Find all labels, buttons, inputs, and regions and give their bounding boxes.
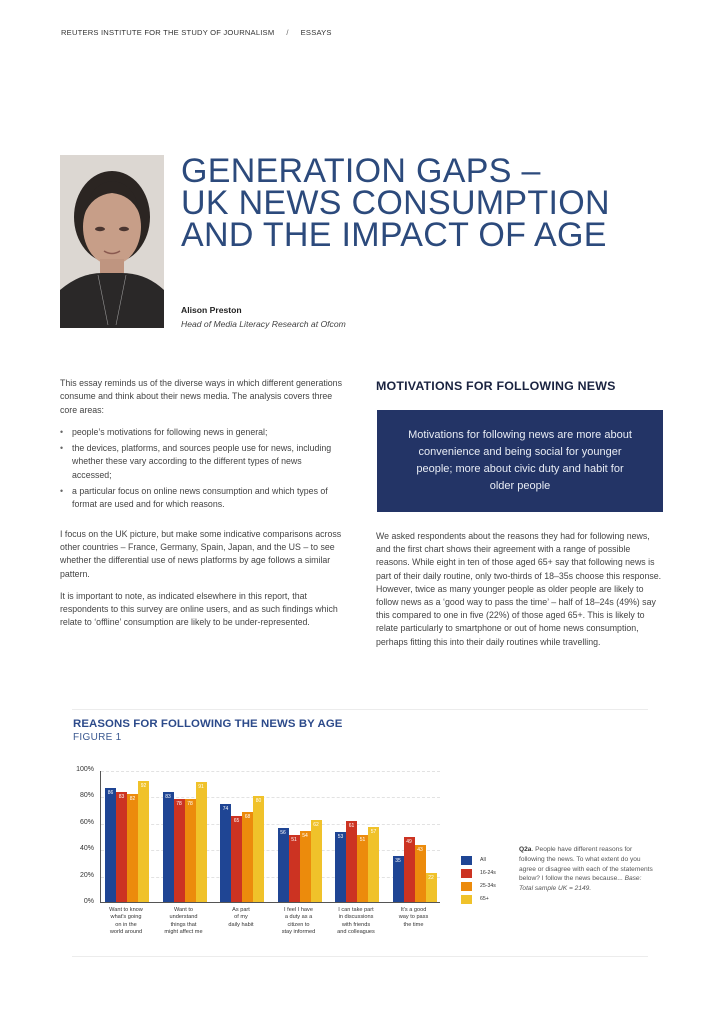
bar: [116, 792, 127, 902]
bar-group: [393, 771, 437, 902]
gridline: [101, 771, 440, 772]
bar: [368, 827, 379, 902]
bar: [174, 799, 185, 902]
bar: [163, 792, 174, 902]
legend-swatch: [461, 895, 472, 904]
legend-item: [461, 881, 496, 891]
legend-item: [461, 855, 496, 865]
list-item: • a particular focus on online news consumption and which types of format are used and for which reasons.: [60, 485, 343, 512]
bar: [278, 828, 289, 902]
legend-swatch: [461, 882, 472, 891]
legend-item: [461, 868, 496, 878]
legend-label: 16-24s: [480, 870, 496, 876]
bar: [196, 782, 207, 902]
bar-group: [335, 771, 379, 902]
author-role: Head of Media Literacy Research at Ofcom: [181, 319, 346, 329]
author-name: Alison Preston: [181, 305, 242, 315]
bar-value-label: 82: [129, 795, 136, 802]
plot-area: [100, 771, 440, 903]
list-item: • people’s motivations for following news in general;: [60, 426, 343, 439]
bar-group: [278, 771, 322, 902]
section-name: ESSAYS: [300, 28, 332, 37]
bar: [231, 816, 242, 902]
bar-value-label: 65: [233, 818, 240, 825]
bar: [415, 845, 426, 902]
bar-value-label: 51: [359, 836, 366, 843]
bar: [404, 837, 415, 902]
bar-value-label: 78: [187, 801, 193, 808]
bar-value-label: 68: [244, 814, 251, 821]
legend-label: 25-34s: [480, 883, 496, 889]
author-portrait: [60, 155, 164, 328]
bar: [357, 835, 368, 902]
legend-label: All: [480, 857, 486, 863]
bar: [185, 799, 196, 902]
bar: [426, 873, 437, 902]
gridline: [101, 850, 440, 851]
y-axis-tick: 100%: [76, 766, 94, 773]
pull-quote-callout: [377, 410, 663, 512]
list-item: • the devices, platforms, and sources people use for news, including whether these vary according to the different types of news accessed;: [60, 442, 343, 482]
bar: [242, 812, 253, 902]
bar-value-label: 91: [198, 783, 204, 790]
section-heading: MOTIVATIONS FOR FOLLOWING NEWS: [376, 379, 616, 393]
bar: [127, 794, 138, 902]
bar-value-label: 83: [165, 794, 171, 801]
bar-value-label: 43: [417, 847, 423, 854]
figure-label: FIGURE 1: [73, 732, 122, 743]
bar-chart: [70, 766, 450, 941]
title-line-1: GENERATION GAPS –: [181, 152, 541, 190]
figure-note: [519, 845, 653, 894]
legend-swatch: [461, 856, 472, 865]
bar: [289, 835, 300, 902]
portrait-image: [60, 155, 164, 328]
left-column: [60, 377, 343, 639]
title-line-2: UK NEWS CONSUMPTION: [181, 184, 610, 222]
title-line-3: AND THE IMPACT OF AGE: [181, 216, 607, 254]
publisher-name: REUTERS INSTITUTE FOR THE STUDY OF JOURNALISM: [61, 28, 275, 37]
legend-label: 65+: [480, 896, 489, 902]
gridline: [101, 877, 440, 878]
figure-bottom-divider: [72, 956, 648, 957]
bar: [346, 821, 357, 902]
legend-item: [461, 894, 496, 904]
bar-group: [105, 771, 149, 902]
bar-value-label: 53: [337, 834, 344, 841]
x-axis-category-label: Want to understand things that might affect me: [164, 907, 203, 936]
bar-value-label: 80: [255, 798, 262, 805]
bar-value-label: 57: [370, 828, 377, 835]
x-axis-category-label: As part of my daily habit: [228, 907, 254, 928]
bar-value-label: 35: [395, 857, 401, 864]
bar-value-label: 22: [428, 874, 434, 881]
bar: [335, 832, 346, 902]
bar: [220, 804, 231, 902]
bar-group: [220, 771, 264, 902]
bar: [253, 796, 264, 902]
gridline: [101, 797, 440, 798]
bar-value-label: 78: [176, 801, 182, 808]
bar-value-label: 92: [140, 782, 147, 789]
figure-top-divider: [72, 709, 648, 710]
section-body: We asked respondents about the reasons they had for following news, and the first chart shows their agreement with a range of possible reasons. While eight in ten of those aged 65+ say that following news is part of their daily routine, only two-thirds of 18–35s choose this response. However, twice as many younger people as older people are likely to follow news as a ‘good way to pass the time’ – half of 18–24s (49%) say this compared to one in five (22%) of those aged 65+. This is likely to relate particularly to smartphone or out of home news consumption, perhaps fitting this into their daily routines while travelling.: [376, 531, 662, 647]
note-question-id: Q2a: [519, 846, 532, 853]
bar: [300, 831, 311, 902]
core-areas-list: [60, 426, 343, 512]
breadcrumb-separator: /: [286, 28, 289, 37]
y-axis-tick: 40%: [79, 845, 94, 853]
y-axis-tick: 60%: [79, 818, 94, 826]
chart-legend: [461, 855, 496, 907]
y-axis-tick: 80%: [79, 792, 94, 800]
running-head: [61, 28, 332, 37]
bar-value-label: 62: [313, 822, 319, 829]
bar: [311, 820, 322, 902]
y-axis-tick: 20%: [79, 871, 94, 879]
y-axis-tick: 0%: [83, 898, 94, 905]
bar-value-label: 49: [406, 839, 412, 846]
x-axis-category-label: It's a good way to pass the time: [398, 907, 429, 928]
bar-value-label: 74: [222, 806, 229, 813]
bar-value-label: 86: [107, 790, 114, 797]
bar: [393, 856, 404, 902]
note-text: . People have different reasons for following the news. To what extent do you agree or disagree with each of the statements below? I follow the news because...: [519, 846, 653, 883]
bar-value-label: 61: [348, 823, 355, 830]
x-axis-category-label: I can take part in discussions with friends and colleagues: [337, 907, 375, 936]
body-paragraph-3: It is important to note, as indicated elsewhere in this report, that respondents to this survey are online users, and as such findings which relate to ‘offline’ consumption are likely to be under-represented.: [60, 590, 338, 628]
callout-text: Motivations for following news are more about convenience and being social for younger people; more about civic duty and habit for older people: [408, 429, 632, 492]
x-axis-category-label: I feel I have a duty as a citizen to stay informed: [281, 907, 316, 936]
bar-group: [163, 771, 207, 902]
gridline: [101, 824, 440, 825]
note-base: Base: Total sample UK = 2149.: [519, 875, 642, 893]
legend-swatch: [461, 869, 472, 878]
bar-value-label: 83: [118, 794, 125, 801]
bar: [105, 788, 116, 902]
bar-value-label: 54: [302, 832, 308, 839]
bar-value-label: 56: [280, 830, 286, 837]
body-paragraph-2: I focus on the UK picture, but make some indicative comparisons across other countries – France, Germany, Spain, Japan, and the US – to see whether the differential use of news platforms by age follows a similar pattern.: [60, 528, 342, 579]
bar: [138, 781, 149, 902]
x-axis-category-label: Want to know what's going on in the world around: [109, 907, 143, 936]
article-title: [181, 152, 641, 254]
bar-value-label: 51: [291, 836, 297, 843]
intro-paragraph: This essay reminds us of the diverse ways in which different generations consume and think about their news media. The analysis covers three core areas:: [60, 378, 342, 415]
figure-title: REASONS FOR FOLLOWING THE NEWS BY AGE: [73, 718, 343, 730]
